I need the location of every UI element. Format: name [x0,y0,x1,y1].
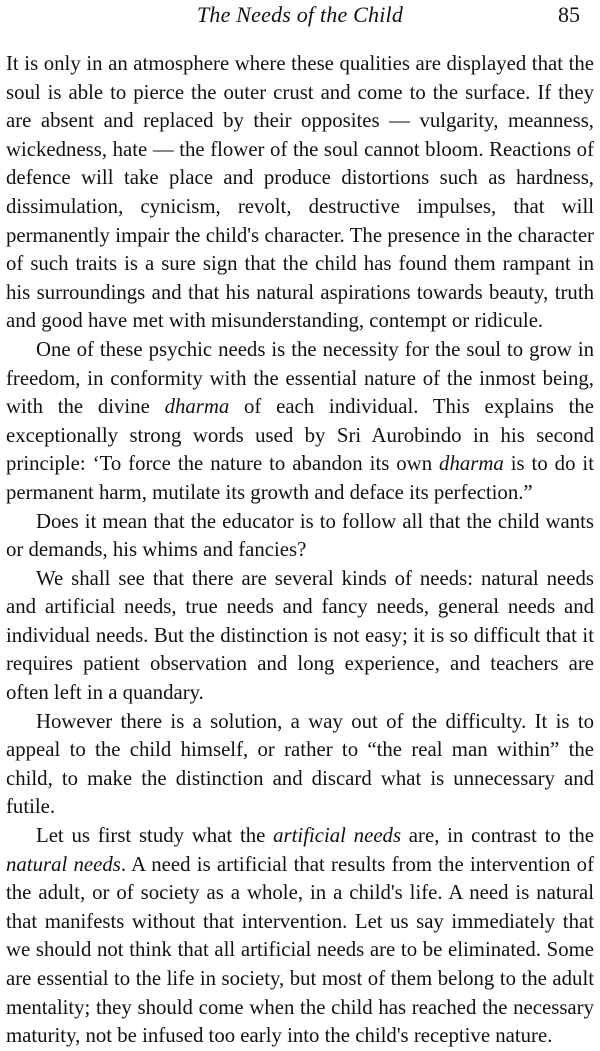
paragraph-6 [6,822,594,1051]
paragraph-2-emphasis: dharma [164,395,230,419]
paragraph-6-text: are, in contrast to the [401,824,594,848]
paragraph-2 [6,336,594,508]
paragraph-1: It is only in an atmosphere where these qualities are displayed that the soul is able to pierce the outer crust and come to the surface. If they are absent and replaced by their opposites — vulgarity, meanness, wickedness, hate — the flower of the soul cannot bloom. Reactions of defence will take place and produce distortions such as hardness, dissimulation, cynicism, revolt, destructive impulses, that will permanently impair the child's character. The presence in the character of such traits is a sure sign that the child has found them rampant in his surroundings and that his natural aspirations towards beauty, truth and good have met with misunderstanding, contempt or ridicule. [6,52,594,333]
paragraph-2-emphasis: dharma [439,452,504,476]
body-text [6,50,594,1051]
page-header [0,0,600,34]
paragraph-3: Does it mean that the educator is to follow all that the child wants or demands, his whims and fancies? [6,509,594,562]
paragraph-6-text: . A need is artificial that results from the intervention of the adult, or of society as a whole, in a child's life. A need is natural that manifests without that intervention. Let us say immediately that we should not think that all artificial needs are to be eliminated. Some are essential to the life in society, but most of them belong to the adult mentality; they should come when the child has reached the necessary maturity, not be infused too early into the child's receptive nature. [6,852,595,1048]
paragraph-2-text: of each individual. This explains the exceptionally strong words used by Sri Aurobindo in his second principle: ‘To force the nature to abandon its own [6,395,594,476]
page-number: 85 [558,2,580,27]
paragraph-6-emphasis: natural needs [6,852,121,876]
running-title: The Needs of the Child [196,2,404,27]
paragraph-2-text: is to do it permanent harm, mutilate its growth and deface its perfection.” [6,452,594,504]
paragraph-5: However there is a solution, a way out of the difficulty. It is to appeal to the child himself, or rather to “the real man within” the child, to make the distinction and discard what is unnecessary and futile. [6,709,594,819]
paragraph-6-text: Let us first study what the [36,824,274,848]
paragraph-4: We shall see that there are several kinds of needs: natural needs and artificial needs, true needs and fancy needs, general needs and individual needs. But the distinction is not easy; it is so difficult that it requires patient observation and long experience, and teachers are often left in a quandary. [6,566,594,705]
paragraph-6-emphasis: artificial needs [273,824,402,848]
paragraph-2-text: One of these psychic needs is the necessity for the soul to grow in freedom, in conformity with the essential nature of the inmost being, with the divine [6,337,594,419]
